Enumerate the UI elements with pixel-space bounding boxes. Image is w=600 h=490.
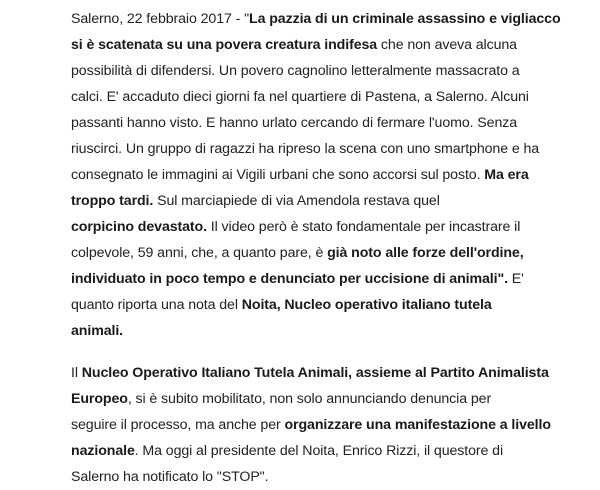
text-line — [71, 438, 574, 464]
text-line — [71, 136, 574, 162]
article-paragraph-2 — [71, 360, 574, 490]
text-run: che non aveva alcuna — [377, 37, 517, 53]
bold-text-run: animali. — [71, 323, 124, 339]
text-line — [71, 32, 574, 58]
text-line — [71, 292, 574, 318]
text-line — [71, 266, 574, 292]
bold-text-run: nazionale — [71, 443, 135, 459]
bold-text-run: Europeo — [71, 391, 128, 407]
text-run: passanti hanno visto. E hanno urlato cercando di fermare l'uomo. Senza — [71, 115, 518, 131]
text-line — [71, 386, 574, 412]
text-line — [71, 240, 574, 266]
text-line — [71, 412, 574, 438]
text-run: E' — [507, 271, 524, 287]
bold-text-run: individuato in poco tempo e denunciato per uccisione di animali". — [71, 271, 508, 287]
text-run: Salerno, 22 febbraio 2017 - " — [71, 11, 250, 27]
bold-text-run: corpicino devastato. — [71, 219, 207, 235]
text-run: quanto riporta una nota del — [71, 297, 242, 313]
article-paragraph-1 — [71, 0, 574, 344]
bold-text-run: Ma era — [484, 167, 529, 183]
text-line — [71, 188, 574, 214]
text-run: possibilità di difendersi. Un povero cagnolino letteralmente massacrato a — [71, 63, 520, 79]
text-line — [71, 6, 574, 32]
bold-text-run: Nucleo Operativo Italiano Tutela Animali, assieme al Partito Animalista — [81, 365, 549, 381]
bold-text-run: già noto alle forze dell'ordine, — [327, 245, 524, 261]
bold-text-run: organizzare una manifestazione a livello — [284, 417, 551, 433]
text-line — [71, 162, 574, 188]
text-run: colpevole, 59 anni, che, a quanto pare, è — [71, 245, 328, 261]
text-run: Salerno ha notificato lo "STOP". — [71, 469, 269, 485]
bold-text-run: La pazzia di un criminale assassino e vigliacco — [249, 11, 561, 27]
text-line — [71, 214, 574, 240]
text-run: riuscirci. Un gruppo di ragazzi ha ripreso la scena con uno smartphone e ha — [71, 141, 540, 157]
text-run: Il video però è stato fondamentale per incastrare il — [206, 219, 521, 235]
text-run: Sul marciapiede di via Amendola restava quel — [153, 193, 440, 209]
bold-text-run: troppo tardi. — [71, 193, 154, 209]
text-run: consegnato le immagini ai Vigili urbani che sono accorsi sul posto. — [71, 167, 485, 183]
text-run: calci. E' accaduto dieci giorni fa nel quartiere di Pastena, a Salerno. Alcuni — [71, 89, 529, 105]
bold-text-run: Noita, Nucleo operativo italiano tutela — [241, 297, 492, 313]
text-line — [71, 110, 574, 136]
text-line — [71, 58, 574, 84]
text-run: . Ma oggi al presidente del Noita, Enrico Rizzi, il questore di — [134, 443, 504, 459]
text-line — [71, 84, 574, 110]
text-run: seguire il processo, ma anche per — [71, 417, 285, 433]
text-line — [71, 318, 574, 344]
text-run: , si è subito mobilitato, non solo annunciando denuncia per — [127, 391, 492, 407]
bold-text-run: si è scatenata su una povera creatura indifesa — [71, 37, 378, 53]
text-run: Il — [71, 365, 82, 381]
text-line — [71, 464, 574, 490]
text-line — [71, 360, 574, 386]
